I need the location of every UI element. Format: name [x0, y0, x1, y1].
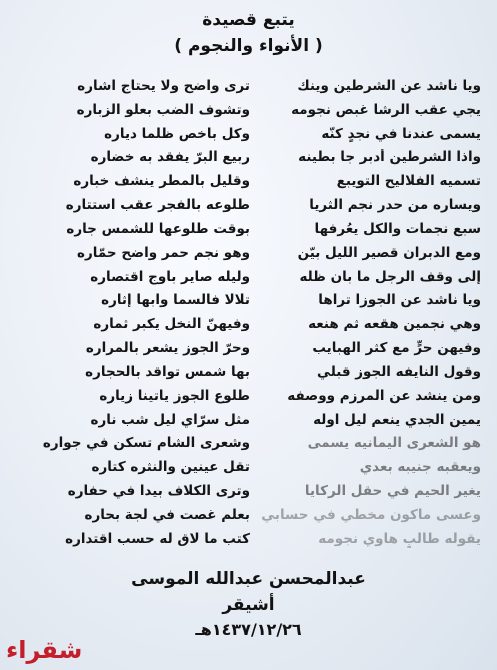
verse-second-half: بها شمس تواقد بالحجاره [85, 363, 250, 380]
verse-first-half: وعسى ماكون مخطي في حسابي [261, 506, 481, 523]
verse-first-half: ويعقبه جنيبه بعدي [359, 459, 481, 476]
verse-second-half: بعلم غصت في لجة بحاره [84, 506, 250, 523]
poem-date: ١٤٣٧/١٢/٢٦هـ [195, 620, 302, 639]
verse-first-half: إلى وقف الرجل ما بان ظله [299, 268, 481, 285]
verse-first-half: ويا ناشد عن الجوزا تراها [318, 292, 481, 309]
verse-first-half: يقوله طالبٍ هاوي نجومه [318, 530, 481, 547]
verse-first-half: تسميه الفلاليح التويبع [336, 173, 481, 190]
verse-first-half: وهي نجمين هقعه ثم هنعه [308, 316, 481, 333]
verse-second-half: وشعرى الشام تسكن في جواره [42, 435, 250, 452]
poem-right-column [243, 78, 481, 548]
verse-second-half: وحرّ الجوز يشعر بالمراره [85, 340, 250, 357]
verse-second-half: كتب ما لاق له حسب اقتداره [65, 530, 250, 547]
author-name: عبدالمحسن عبدالله الموسى [131, 569, 366, 589]
verse-first-half: وفيهن حرٍّ مع كثر الهبايب [312, 340, 481, 357]
verse-second-half: وقليل بالمطر ينشف خباره [73, 173, 250, 190]
poem-title: يتبع قصيدة [202, 10, 295, 30]
site-logo: شقراء [6, 636, 83, 664]
poem-signature [0, 566, 497, 642]
verse-second-half: طلوع الجوز ياتينا زياره [99, 387, 250, 404]
verse-second-half: مثل سرّاي ليل شب ناره [90, 411, 250, 428]
verse-first-half: ومع الدبران قصير الليل بيّن [297, 244, 481, 261]
verse-second-half: بوقت طلوعها للشمس جاره [66, 220, 250, 237]
poem-subtitle: ( الأنواء والنجوم ) [174, 36, 323, 56]
verse-first-half: يجي عقب الرشا غبص نجومه [291, 101, 481, 118]
verse-second-half: طلوعه بالفجر عقب استتاره [65, 197, 250, 214]
poem-header [0, 8, 497, 58]
verse-first-half: واذا الشرطين أدبر جا بطينه [298, 149, 481, 166]
verse-first-half: ومن ينشد عن المرزم ووصفه [287, 387, 481, 404]
verse-second-half: وكل باخص ظلما دياره [104, 125, 250, 142]
verse-first-half: ويا ناشد عن الشرطين وينك [297, 78, 481, 94]
verse-second-half: تقل عينين والنثره كتاره [91, 459, 250, 476]
verse-second-half: وليله صاير باوج اقتصاره [90, 268, 250, 285]
verse-first-half: ويساره من حدر نجم الثريا [309, 197, 481, 214]
verse-second-half: ترى واضح ولا يحتاج اشاره [77, 78, 250, 94]
author-city: أشيقر [222, 595, 275, 615]
verse-second-half: وتشوف الضب بعلو الزباره [76, 101, 250, 118]
verse-second-half: تلالا فالسما وابها إثاره [101, 292, 250, 309]
verse-first-half: هو الشعرى اليمانيه يسمى [307, 435, 481, 452]
verse-second-half: وترى الكلاف بيدا في حفاره [67, 483, 250, 500]
verse-first-half: سبع نجمات والكل يعُرفها [314, 220, 481, 237]
verse-first-half: يمين الجدي ينعم ليل اوله [313, 411, 481, 428]
verse-second-half: وفيهنّ النخل يكبر ثماره [93, 316, 250, 333]
verse-first-half: وقول النايفه الجوز قبلي [317, 363, 481, 380]
verse-first-half: يسمى عندنا في نجدٍ كنّه [321, 125, 481, 142]
verse-first-half: يغير الحيم في حقل الركايا [304, 483, 481, 500]
poem-body [18, 78, 481, 548]
poem-left-column [18, 78, 250, 548]
verse-second-half: وهو نجم حمر واضح حمّاره [77, 244, 250, 261]
verse-second-half: ربيع البرّ يفقد به خضاره [90, 149, 250, 166]
